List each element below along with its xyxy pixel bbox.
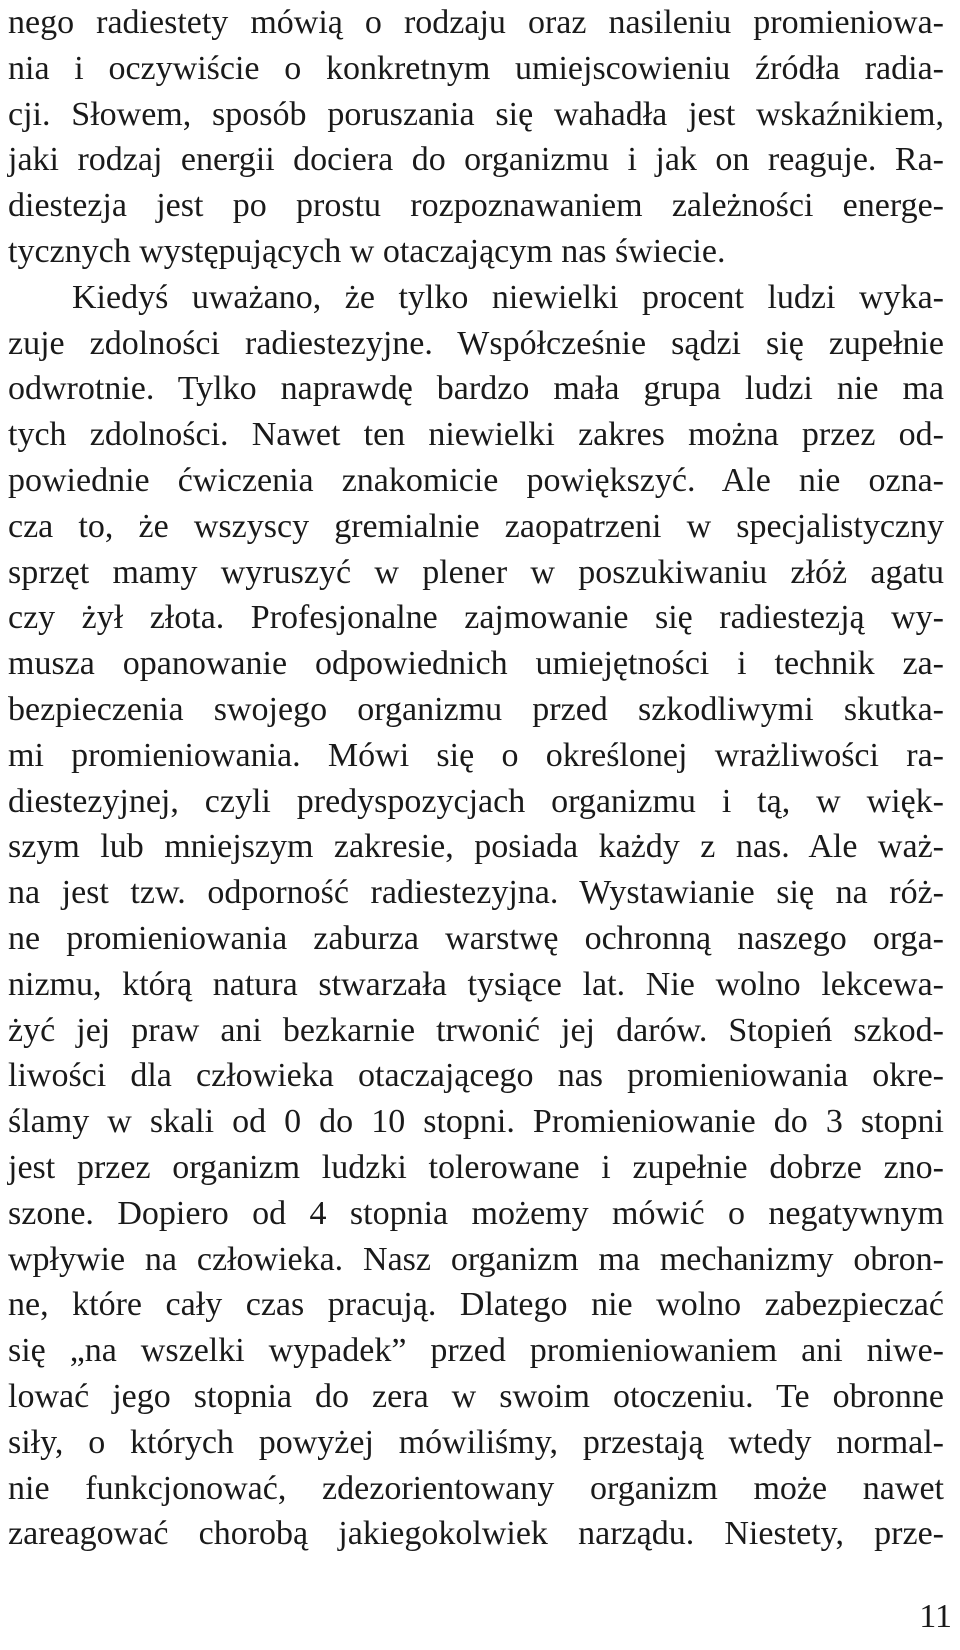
text-line: szone. Dopiero od 4 stopnia możemy mówić o negatywnym: [8, 1194, 944, 1232]
text-line: ne, które cały czas pracują. Dlatego nie wolno zabezpieczać: [8, 1286, 944, 1324]
text-line: tycznych występujących w otaczającym nas świecie.: [8, 232, 726, 270]
text-line: liwości dla człowieka otaczającego nas promieniowania okre-: [8, 1057, 944, 1095]
text-line: nego radiestety mówią o rodzaju oraz nasileniu promieniowa-: [8, 4, 944, 41]
text-line: nie funkcjonować, zdezorientowany organizm może nawet: [8, 1469, 944, 1507]
text-line-indented: Kiedyś uważano, że tylko niewielki procent ludzi wyka-: [72, 278, 944, 316]
text-line: jest przez organizm ludzki tolerowane i zupełnie dobrze zno-: [8, 1148, 944, 1186]
text-line: cji. Słowem, sposób poruszania się wahadła jest wskaźnikiem,: [8, 95, 944, 133]
text-line: się „na wszelki wypadek” przed promieniowaniem ani niwe-: [8, 1332, 944, 1370]
text-line: powiednie ćwiczenia znakomicie powiększyć. Ale nie ozna-: [8, 461, 944, 499]
text-line: zareagować chorobą jakiegokolwiek narządu. Niestety, prze-: [8, 1515, 944, 1553]
text-line: ślamy w skali od 0 do 10 stopni. Promieniowanie do 3 stopni: [8, 1103, 944, 1141]
text-line: ne promieniowania zaburza warstwę ochronną naszego orga-: [8, 919, 944, 957]
text-line: lować jego stopnia do zera w swoim otoczeniu. Te obronne: [8, 1377, 944, 1415]
text-line: nia i oczywiście o konkretnym umiejscowieniu źródła radia-: [8, 49, 944, 87]
text-line: szym lub mniejszym zakresie, posiada każdy z nas. Ale waż-: [8, 828, 944, 866]
text-line: czy żył złota. Profesjonalne zajmowanie się radiestezją wy-: [8, 599, 944, 637]
text-line: wpływie na człowieka. Nasz organizm ma mechanizmy obron-: [8, 1240, 944, 1278]
text-line: żyć jej praw ani bezkarnie trwonić jej darów. Stopień szkod-: [8, 1011, 944, 1049]
text-line: mi promieniowania. Mówi się o określonej wrażliwości ra-: [8, 736, 944, 774]
text-line: siły, o których powyżej mówiliśmy, przestają wtedy normal-: [8, 1423, 944, 1461]
text-line: na jest tzw. odporność radiestezyjna. Wystawianie się na róż-: [8, 874, 944, 912]
text-line: bezpieczenia swojego organizmu przed szkodliwymi skutka-: [8, 690, 944, 728]
text-line: diestezja jest po prostu rozpoznawaniem zależności energe-: [8, 187, 944, 225]
text-line: odwrotnie. Tylko naprawdę bardzo mała grupa ludzi nie ma: [8, 370, 944, 408]
text-line: diestezyjnej, czyli predyspozycjach organizmu i tą, w więk-: [8, 782, 944, 820]
text-line: zuje zdolności radiestezyjne. Współcześnie sądzi się zupełnie: [8, 324, 944, 362]
text-line: nizmu, którą natura stwarzała tysiące lat. Nie wolno lekcewa-: [8, 965, 944, 1003]
text-line: tych zdolności. Nawet ten niewielki zakres można przez od-: [8, 416, 944, 454]
text-line: cza to, że wszyscy gremialnie zaopatrzeni w specjalistyczny: [8, 507, 944, 545]
page-number: 11: [919, 1598, 952, 1635]
text-line: musza opanowanie odpowiednich umiejętności i technik za-: [8, 645, 944, 683]
text-line: sprzęt mamy wyruszyć w plener w poszukiwaniu złóż agatu: [8, 553, 944, 591]
body-text: [8, 0, 944, 1557]
text-line: jaki rodzaj energii dociera do organizmu i jak on reaguje. Ra-: [8, 141, 944, 179]
